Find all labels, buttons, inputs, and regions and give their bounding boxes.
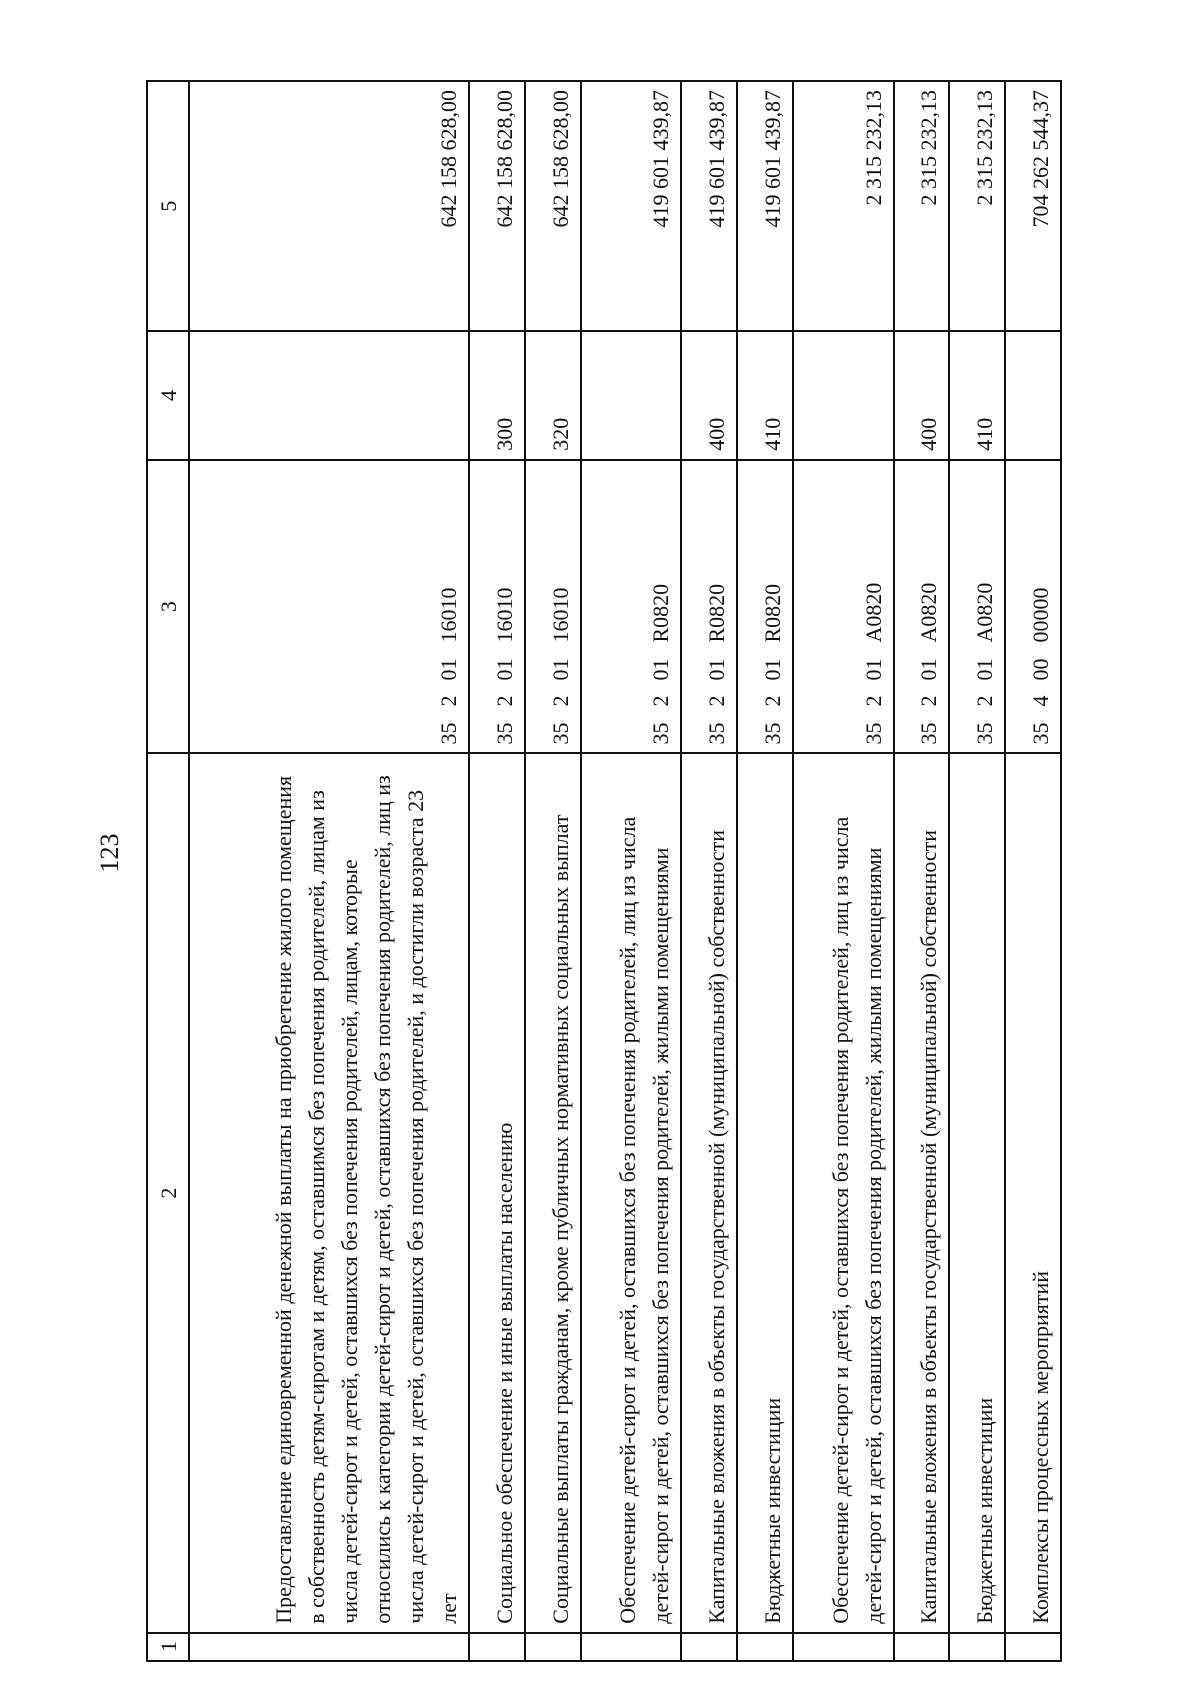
row-amount-cell: 419 601 439,87 — [681, 81, 737, 331]
code-part: 01 — [759, 658, 785, 681]
code-part: 35 — [547, 722, 573, 745]
row-index-cell — [525, 1633, 581, 1661]
row-code-cell — [681, 460, 737, 754]
row-code-cell — [949, 460, 1005, 754]
row-name-cell: Бюджетные инвестиции — [949, 754, 1005, 1633]
code-part: 35 — [916, 722, 942, 745]
row-index-cell — [949, 1633, 1005, 1661]
code-part: 35 — [759, 722, 785, 745]
code-part: 16010 — [492, 587, 517, 643]
header-col-4: 4 — [147, 331, 189, 459]
row-name-cell: Капитальные вложения в объекты государственной (муниципальной) собственности — [894, 754, 950, 1633]
row-amount-cell: 704 262 544,37 — [1005, 81, 1061, 331]
code-part: R0820 — [648, 583, 674, 643]
code-part: 2 — [547, 695, 573, 707]
table-row — [793, 81, 894, 1661]
code-part: 01 — [916, 658, 942, 681]
row-name-cell: Комплексы процессных мероприятий — [1005, 754, 1061, 1633]
row-name-cell: Обеспечение детей-сирот и детей, оставшихся без попечения родителей, лиц из числа детей-сирот и детей, оставшихся без попечения родителей, жилыми помещениями — [581, 754, 682, 1633]
table-row — [1005, 81, 1061, 1661]
row-code-cell — [469, 460, 525, 754]
code-part: 4 — [1028, 695, 1053, 707]
page-number: 123 — [95, 833, 124, 873]
code-part: 2 — [916, 695, 942, 707]
code-part: 01 — [860, 658, 886, 681]
row-amount-cell: 2 315 232,13 — [793, 81, 894, 331]
row-type-cell: 300 — [469, 331, 525, 459]
code-part: 2 — [704, 695, 730, 707]
header-col-3: 3 — [147, 460, 189, 754]
row-index-cell — [737, 1633, 793, 1661]
table-row — [894, 81, 950, 1661]
code-part: 35 — [704, 722, 730, 745]
code-part: 2 — [492, 695, 517, 707]
row-index-cell — [681, 1633, 737, 1661]
row-code-cell — [581, 460, 682, 754]
code-part: 00 — [1028, 658, 1053, 681]
code-part: 01 — [492, 658, 517, 681]
code-part: 2 — [860, 695, 886, 707]
row-amount-cell: 2 315 232,13 — [949, 81, 1005, 331]
row-type-cell — [793, 331, 894, 459]
table-container — [146, 80, 1062, 1662]
row-amount-cell: 642 158 628,00 — [189, 81, 469, 331]
row-amount-cell: 419 601 439,87 — [581, 81, 682, 331]
row-code-cell — [189, 460, 469, 754]
table-row — [949, 81, 1005, 1661]
header-col-2: 2 — [147, 754, 189, 1633]
code-part: R0820 — [759, 583, 785, 643]
row-name-cell: Предоставление единовременной денежной выплаты на приобретение жилого помещения в собственность детям-сиротам и детям, оставшимся без попечения родителей, лицам из числа детей-сирот и детей, оставшихся без попечения родителей, лицам, которые относились к категории детей-сирот и детей, оставшихся без попечения родителей, лиц из числа детей-сирот и детей, оставшихся без попечения родителей, и достигли возраста 23 лет — [189, 754, 469, 1633]
table-row — [737, 81, 793, 1661]
row-name-cell: Бюджетные инвестиции — [737, 754, 793, 1633]
code-part: 2 — [436, 695, 462, 707]
table-row — [189, 81, 469, 1661]
table-row — [581, 81, 682, 1661]
code-part: 01 — [436, 658, 462, 681]
row-code-cell — [525, 460, 581, 754]
code-part: 01 — [972, 658, 998, 681]
row-type-cell — [581, 331, 682, 459]
code-part: R0820 — [704, 583, 730, 643]
code-part: 35 — [648, 722, 674, 745]
row-code-cell — [894, 460, 950, 754]
row-type-cell — [189, 331, 469, 459]
table-row — [469, 81, 525, 1661]
code-part: 16010 — [547, 587, 573, 643]
row-index-cell — [581, 1633, 682, 1661]
row-code-cell — [1005, 460, 1061, 754]
row-name-cell: Обеспечение детей-сирот и детей, оставшихся без попечения родителей, лиц из числа детей-сирот и детей, оставшихся без попечения родителей, жилыми помещениями — [793, 754, 894, 1633]
code-part: 01 — [648, 658, 674, 681]
code-part: A0820 — [972, 582, 998, 643]
header-col-5: 5 — [147, 81, 189, 331]
code-part: 35 — [860, 722, 886, 745]
row-type-cell: 410 — [949, 331, 1005, 459]
row-amount-cell: 642 158 628,00 — [469, 81, 525, 331]
header-col-1: 1 — [147, 1633, 189, 1661]
row-type-cell — [1005, 331, 1061, 459]
row-code-cell — [737, 460, 793, 754]
row-type-cell: 410 — [737, 331, 793, 459]
row-index-cell — [894, 1633, 950, 1661]
row-type-cell: 400 — [894, 331, 950, 459]
rotated-page — [146, 80, 1062, 1662]
row-type-cell: 320 — [525, 331, 581, 459]
code-part: 2 — [648, 695, 674, 707]
code-part: 35 — [1028, 722, 1053, 745]
code-part: A0820 — [860, 582, 886, 643]
code-part: 2 — [759, 695, 785, 707]
row-amount-cell: 2 315 232,13 — [894, 81, 950, 331]
code-part: 2 — [972, 695, 998, 707]
table-row — [681, 81, 737, 1661]
row-index-cell — [1005, 1633, 1061, 1661]
code-part: 01 — [547, 658, 573, 681]
table-row — [525, 81, 581, 1661]
row-index-cell — [469, 1633, 525, 1661]
row-code-cell — [793, 460, 894, 754]
row-name-cell: Социальное обеспечение и иные выплаты населению — [469, 754, 525, 1633]
code-part: 35 — [436, 722, 462, 745]
row-index-cell — [189, 1633, 469, 1661]
row-amount-cell: 642 158 628,00 — [525, 81, 581, 331]
row-name-cell: Социальные выплаты гражданам, кроме публичных нормативных социальных выплат — [525, 754, 581, 1633]
budget-table — [146, 80, 1062, 1662]
code-part: 35 — [972, 722, 998, 745]
code-part: 16010 — [436, 587, 462, 643]
row-index-cell — [793, 1633, 894, 1661]
row-amount-cell: 419 601 439,87 — [737, 81, 793, 331]
header-row — [147, 81, 189, 1661]
row-name-cell: Капитальные вложения в объекты государственной (муниципальной) собственности — [681, 754, 737, 1633]
code-part: 00000 — [1028, 587, 1053, 643]
row-type-cell: 400 — [681, 331, 737, 459]
code-part: A0820 — [916, 582, 942, 643]
code-part: 35 — [492, 722, 517, 745]
code-part: 01 — [704, 658, 730, 681]
